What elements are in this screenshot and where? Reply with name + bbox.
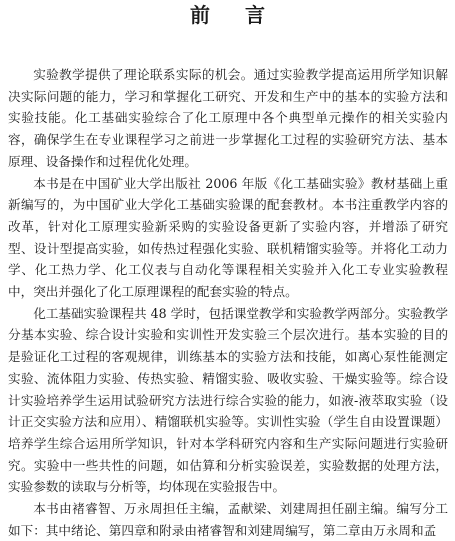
paragraph: 实验教学提供了理论联系实际的机会。通过实验教学提高运用所学知识解决实际问题的能力，学习和掌握化工研究、开发和生产中的基本的实验方法和实验技能。化工基础实验综合了化工原理中各个典型单元操作的相关实验内容，确保学生在专业课程学习之前进一步掌握化工过程的实验研究方法、基本原理、设备操作和过程优化处理。 (8, 67, 448, 169)
paragraph: 本书是在中国矿业大学出版社 2006 年版《化工基础实验》教材基础上重新编写的，为中国矿业大学化工基础实验课的配套教材。本书注重教学内容的改革，针对化工原理实验新采购的实验设备更新了实验内容，并增添了研究型、设计型提高实验，如传热过程强化实验、联机精馏实验等。并将化工动力学、化工热力学、化工仪表与自动化等课程相关实验并入化工专业实验教程中，突出并强化了化工原理课程的配套实验的特点。 (8, 175, 448, 300)
paragraph: 化工基础实验课程共 48 学时，包括课堂教学和实验教学两部分。实验教学分基本实验、综合设计实验和实训性开发实验三个层次进行。基本实验的目的是验证化工过程的客观规律，训练基本的实验方法和技能，如离心泵性能测定实验、流体阻力实验、传热实验、精馏实验、吸收实验、干燥实验等。综合设计实验培养学生运用试验研究方法进行综合实验的能力，如液-液萃取实验（设计正交实验方法和应用）、精馏联机实验等。实训性实验（学生自由设置课题）培养学生综合运用所学知识，针对本学科研究内容和生产实际问题进行实验研究。实验中一些共性的问题，如估算和分析实验误差，实验数据的处理方法，实验参数的读取与分析等，均体现在实验报告中。 (8, 305, 448, 495)
preface-body (8, 64, 448, 541)
page-title: 前 言 (190, 3, 279, 27)
paragraph: 本书由褚睿智、万永周担任主编，孟献梁、刘建周担任副主编。编写分工如下：其中绪论、第四章和附录由褚睿智和刘建周编写，第二章由万永周和孟 (8, 501, 448, 538)
